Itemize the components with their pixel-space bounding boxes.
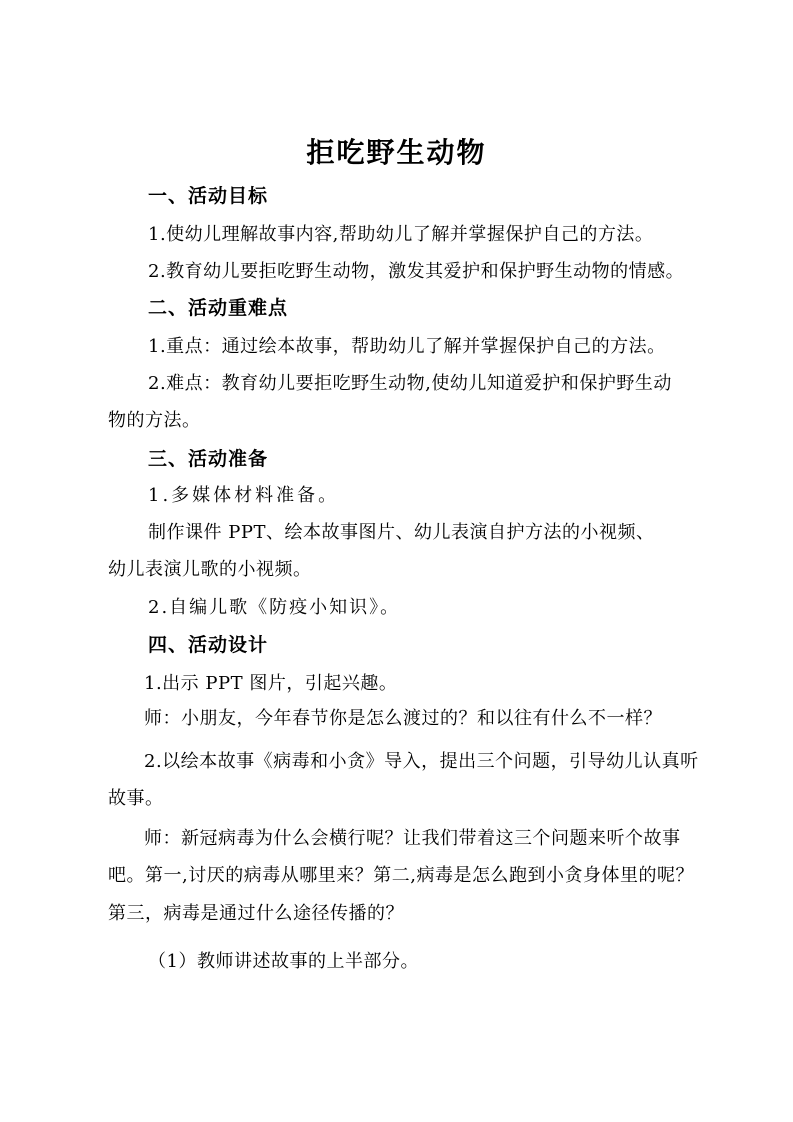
paragraph-key-point: 1.重点：通过绘本故事，帮助幼儿了解并掌握保护自己的方法。 xyxy=(148,336,666,357)
paragraph-prep-1: 1.多媒体材料准备。 xyxy=(148,485,340,506)
paragraph-design-2: 2.以绘本故事《病毒和小贪》导入，提出三个问题，引导幼儿认真听 xyxy=(144,751,699,772)
paragraph-prep-materials: 制作课件 PPT、绘本故事图片、幼儿表演自护方法的小视频、 xyxy=(148,522,655,543)
paragraph-prep-2: 2.自编儿歌《防疫小知识》。 xyxy=(148,597,401,618)
paragraph-step-1: （1）教师讲述故事的上半部分。 xyxy=(148,951,419,972)
document-title: 拒吃野生动物 xyxy=(306,136,487,169)
paragraph-teacher-story-cont: 吧。第一,讨厌的病毒从哪里来？第二,病毒是怎么跑到小贪身体里的呢？ xyxy=(108,865,694,886)
paragraph-teacher-story: 师：新冠病毒为什么会横行呢？让我们带着这三个问题来听个故事 xyxy=(144,828,681,849)
section-heading-preparation: 三、活动准备 xyxy=(148,448,269,470)
paragraph-goal-1: 1.使幼儿理解故事内容,帮助幼儿了解并掌握保护自己的方法。 xyxy=(148,224,654,245)
section-heading-design: 四、活动设计 xyxy=(148,634,269,656)
paragraph-teacher-story-end: 第三，病毒是通过什么途径传播的？ xyxy=(108,903,404,924)
paragraph-difficulty-cont: 物的方法。 xyxy=(108,410,201,431)
paragraph-prep-materials-cont: 幼儿表演儿歌的小视频。 xyxy=(108,559,312,580)
section-heading-key-points: 二、活动重难点 xyxy=(148,297,289,319)
paragraph-goal-2: 2.教育幼儿要拒吃野生动物，激发其爱护和保护野生动物的情感。 xyxy=(148,261,685,282)
paragraph-difficulty: 2.难点：教育幼儿要拒吃野生动物,使幼儿知道爱护和保护野生动 xyxy=(148,373,672,394)
section-heading-goals: 一、活动目标 xyxy=(148,185,269,207)
paragraph-design-2-cont: 故事。 xyxy=(108,788,164,809)
paragraph-teacher-question: 师：小朋友，今年春节你是怎么渡过的？和以往有什么不一样？ xyxy=(144,708,662,729)
paragraph-design-1: 1.出示 PPT 图片，引起兴趣。 xyxy=(144,673,398,694)
